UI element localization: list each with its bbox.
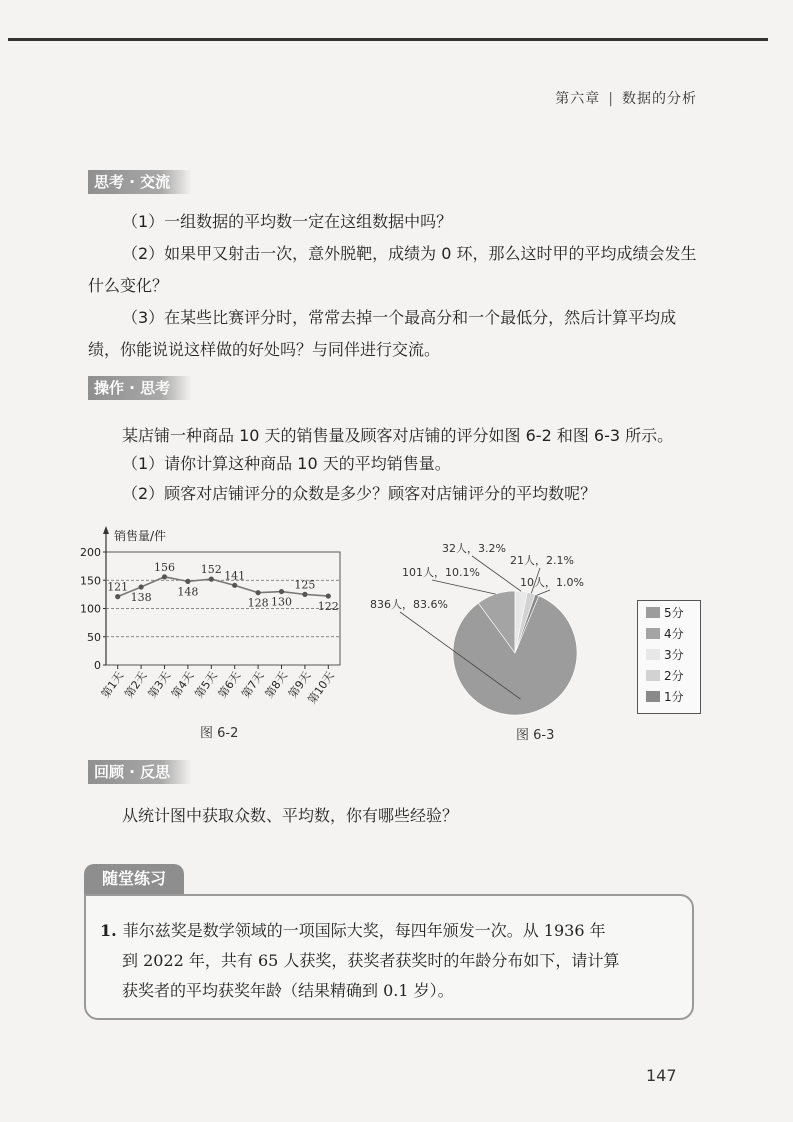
practice-tab: 随堂练习 — [84, 864, 184, 894]
header-separator: | — [608, 91, 614, 107]
exercise-number: 1. — [100, 921, 117, 940]
x-tick-label: 第6天 — [215, 669, 244, 701]
pie-legend — [637, 600, 701, 714]
data-label: 121 — [107, 580, 129, 594]
legend-swatch — [646, 607, 660, 618]
pie-label: 10人，1.0% — [520, 576, 584, 589]
y-tick-label: 150 — [80, 574, 101, 588]
tag-review-reflect: 回顾 · 反思 — [88, 760, 192, 784]
x-tick-label: 第1天 — [98, 669, 127, 701]
data-point — [326, 593, 331, 598]
y-axis-arrow — [103, 526, 109, 534]
legend-label: 5分 — [664, 605, 684, 620]
y-tick-label: 200 — [80, 546, 101, 559]
practice-box — [84, 894, 694, 1020]
x-tick-label: 第8天 — [262, 669, 290, 701]
legend-item — [638, 623, 700, 643]
y-tick-label: 100 — [80, 602, 101, 616]
pie-label: 32人，3.2% — [442, 542, 506, 555]
exercise-line-2: 到 2022 年，共有 65 人获奖，获奖者获奖时的年龄分布如下，请计算 — [122, 951, 620, 970]
exercise-line-1: 菲尔兹奖是数学领域的一项国际大奖，每四年颁发一次。从 1936 年 — [122, 921, 606, 940]
legend-swatch — [646, 628, 660, 639]
legend-label: 1分 — [664, 689, 684, 704]
data-label: 125 — [294, 578, 316, 592]
top-rule — [8, 38, 768, 41]
tag-think-discuss: 思考 · 交流 — [88, 170, 192, 194]
data-point — [209, 577, 214, 582]
leader-line — [432, 580, 496, 594]
y-tick-label: 0 — [94, 659, 101, 672]
task-2: （2）顾客对店铺评分的众数是多少？顾客对店铺评分的平均数呢？ — [122, 484, 597, 503]
x-tick-label: 第9天 — [286, 669, 314, 701]
legend-swatch — [646, 691, 660, 702]
task-1: （1）请你计算这种商品 10 天的平均销售量。 — [122, 454, 451, 473]
legend-item — [638, 644, 700, 664]
legend-item — [638, 686, 700, 706]
section-label: 数据的分析 — [622, 91, 697, 107]
page-header — [555, 88, 697, 108]
data-point — [139, 584, 144, 589]
pie-chart-svg — [370, 536, 630, 736]
data-point — [162, 574, 167, 579]
line-chart-svg — [80, 520, 354, 740]
data-point — [232, 583, 237, 588]
x-tick-label: 第7天 — [239, 669, 267, 701]
legend-label: 4分 — [664, 626, 684, 641]
pie-chart — [370, 536, 630, 736]
data-label: 122 — [317, 600, 339, 614]
question-1: （1）一组数据的平均数一定在这组数据中吗？ — [122, 212, 453, 231]
page-number: 147 — [646, 1066, 677, 1085]
line-chart — [80, 520, 354, 740]
legend-swatch — [646, 670, 660, 681]
x-tick-label: 第4天 — [169, 669, 197, 701]
legend-item — [638, 602, 700, 622]
question-2: （2）如果甲又射击一次，意外脱靶，成绩为 0 环，那么这时甲的平均成绩会发生什么变化？ — [88, 244, 697, 295]
legend-label: 3分 — [664, 647, 684, 662]
x-tick-label: 第5天 — [192, 669, 220, 701]
tag-operate-think: 操作 · 思考 — [88, 376, 192, 400]
exercise-1 — [100, 916, 676, 1006]
line-chart-caption: 图 6-2 — [200, 726, 239, 741]
question-3: （3）在某些比赛评分时，常常去掉一个最高分和一个最低分，然后计算平均成绩，你能说说这样做的好处吗？与同伴进行交流。 — [88, 308, 677, 359]
y-axis-label: 销售量/件 — [114, 529, 167, 543]
legend-label: 2分 — [664, 668, 684, 683]
leader-line — [537, 590, 550, 595]
y-tick-label: 50 — [87, 630, 101, 644]
data-point — [115, 594, 120, 599]
data-label: 128 — [247, 596, 269, 610]
reflect-text: 从统计图中获取众数、平均数，你有哪些经验？ — [122, 806, 459, 825]
data-label: 152 — [200, 563, 222, 577]
exercise-line-3: 获奖者的平均获奖年龄（结果精确到 0.1 岁）。 — [122, 981, 454, 1000]
x-tick-label: 第3天 — [145, 669, 173, 701]
pie-label: 21人，2.1% — [510, 554, 574, 567]
pie-chart-caption: 图 6-3 — [516, 728, 555, 743]
data-label: 148 — [177, 585, 199, 599]
legend-swatch — [646, 649, 660, 660]
x-tick-label: 第10天 — [305, 669, 337, 707]
chapter-label: 第六章 — [555, 91, 601, 107]
legend-item — [638, 665, 700, 685]
data-label: 141 — [224, 569, 246, 583]
data-label: 138 — [130, 591, 152, 605]
x-tick-label: 第2天 — [122, 669, 150, 701]
data-point — [302, 592, 307, 597]
pie-label: 836人，83.6% — [370, 598, 448, 611]
data-point — [279, 589, 284, 594]
data-point — [185, 579, 190, 584]
pie-label: 101人，10.1% — [402, 566, 480, 579]
data-label: 130 — [271, 595, 292, 609]
intro-paragraph: 某店铺一种商品 10 天的销售量及顾客对店铺的评分如图 6-2 和图 6-3 所示。 — [122, 426, 674, 445]
data-label: 156 — [154, 560, 175, 574]
data-point — [256, 590, 261, 595]
